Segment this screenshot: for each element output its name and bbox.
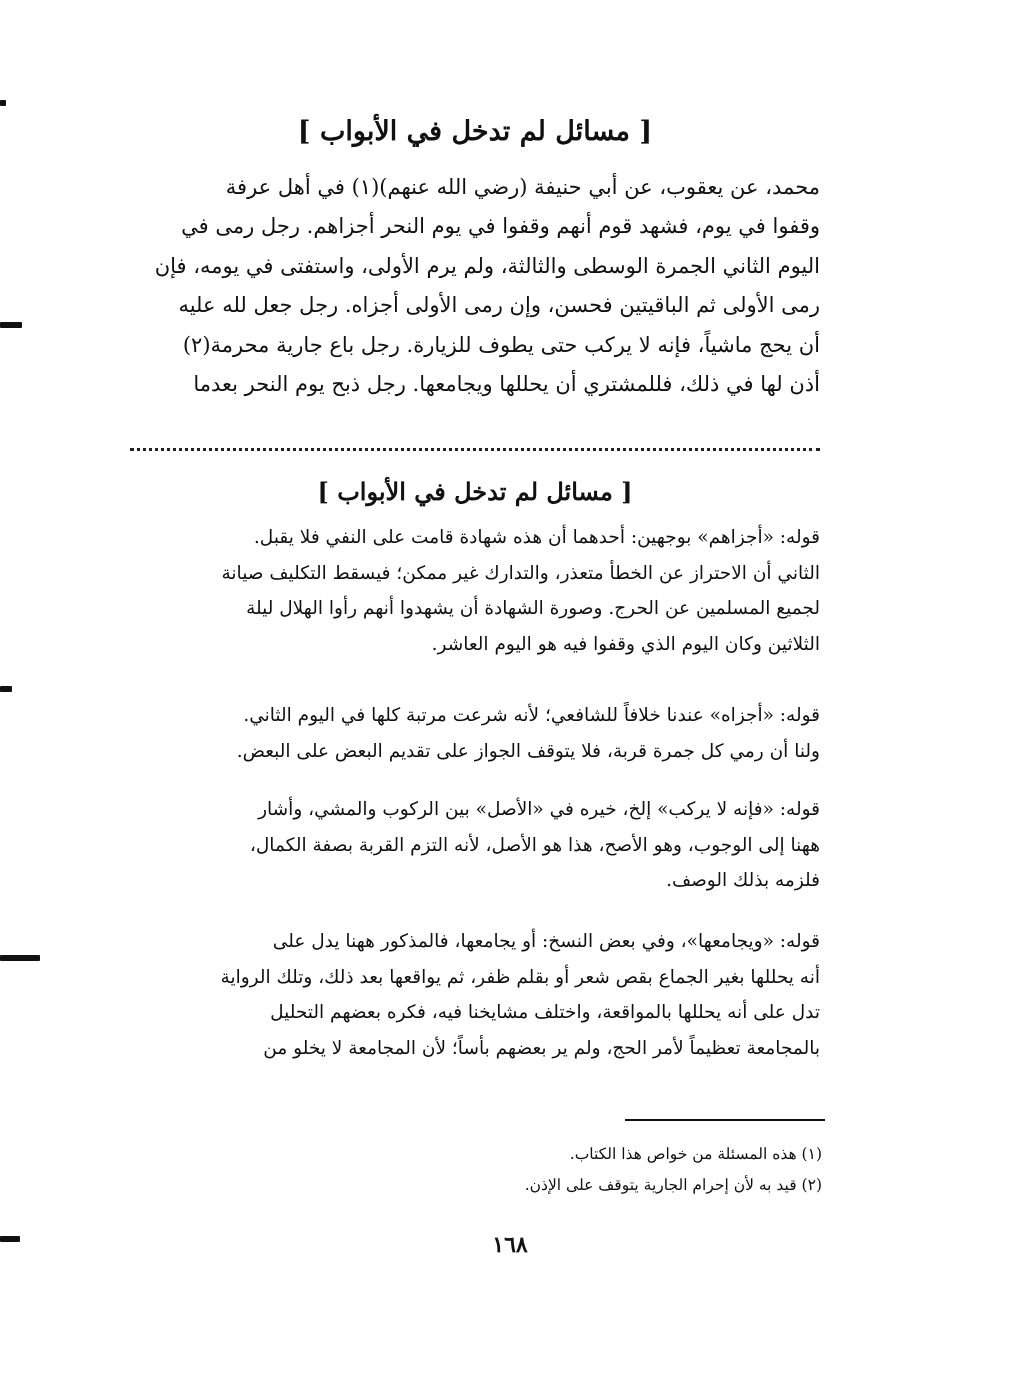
commentary-paragraph [130,924,820,1066]
page-number: ١٦٨ [492,1232,528,1258]
commentary-line: بالمجامعة تعظيماً لأمر الحج، ولم ير بعضهم بأساً؛ لأن المجامعة لا يخلو من [263,1037,820,1059]
dotted-separator [130,448,820,451]
commentary-line: تدل على أنه يحللها بالمواقعة، واختلف مشايخنا فيه، فكره بعضهم التحليل [270,1002,820,1023]
footnote: (١) هذه المسئلة من خواص هذا الكتاب. [569,1145,822,1163]
commentary-line: قوله: «ويجامعها»، وفي بعض النسخ: أو يجامعها، فالمذكور ههنا يدل على [272,931,820,952]
commentary-line: الثلاثين وكان اليوم الذي وقفوا فيه هو اليوم العاشر. [431,633,820,655]
commentary-line: ههنا إلى الوجوب، وهو الأصح، هذا هو الأصل، لأنه التزم القربة بصفة الكمال، [249,834,820,856]
commentary-paragraph [130,520,820,662]
main-text-line: أذن لها في ذلك، فللمشتري أن يحللها ويجامعها. رجل ذبح يوم النحر بعدما [193,371,820,396]
scan-mark [0,955,40,961]
main-text-line: رمى الأولى ثم الباقيتين فحسن، وإن رمى الأولى أجزاه. رجل جعل لله عليه [178,293,820,318]
main-text-line: وقفوا في يوم، فشهد قوم أنهم وقفوا في يوم النحر أجزاهم. رجل رمى في [181,214,820,239]
scan-mark [0,686,12,692]
commentary-line: قوله: «فإنه لا يركب» إلخ، خيره في «الأصل» بين الركوب والمشي، وأشار [258,799,820,820]
commentary-line: أنه يحللها بغير الجماع بقص شعر أو بقلم ظفر، ثم يواقعها بعد ذلك، وتلك الرواية [220,966,820,988]
footnote-rule [625,1119,825,1121]
commentary-paragraph [130,792,820,899]
commentary-paragraph [130,698,820,769]
main-text-line: أن يحج ماشياً، فإنه لا يركب حتى يطوف للزيارة. رجل باع جارية محرمة(٢) [182,332,820,357]
page-title: [ مسائل لم تدخل في الأبواب ] [297,116,653,147]
scan-mark [0,322,22,328]
main-text-line: محمد، عن يعقوب، عن أبي حنيفة (رضي الله عنهم)(١) في أهل عرفة [225,175,820,199]
main-text [130,168,820,404]
commentary-line: قوله: «أجزاه» عندنا خلافاً للشافعي؛ لأنه شرعت مرتبة كلها في اليوم الثاني. [243,705,820,726]
commentary-heading: [ مسائل لم تدخل في الأبواب ] [317,477,633,506]
commentary-line: لجميع المسلمين عن الحرج. وصورة الشهادة أن يشهدوا أنهم رأوا الهلال ليلة [246,598,820,619]
commentary-line: فلزمه بذلك الوصف. [666,870,820,891]
scan-mark [0,100,6,106]
footnote: (٢) قيد به لأن إحرام الجارية يتوقف على الإذن. [524,1176,822,1194]
commentary-line: ولنا أن رمي كل جمرة قربة، فلا يتوقف الجواز على تقديم البعض على البعض. [236,740,820,762]
commentary-line: الثاني أن الاحتراز عن الخطأ متعذر، والتدارك غير ممكن؛ فيسقط التكليف صيانة [221,562,820,584]
main-text-line: اليوم الثاني الجمرة الوسطى والثالثة، ولم يرم الأولى، واستفتى في يومه، فإن [154,253,820,278]
commentary-line: قوله: «أجزاهم» بوجهين: أحدهما أن هذه شهادة قامت على النفي فلا يقبل. [253,527,820,548]
scan-mark [0,1236,20,1242]
